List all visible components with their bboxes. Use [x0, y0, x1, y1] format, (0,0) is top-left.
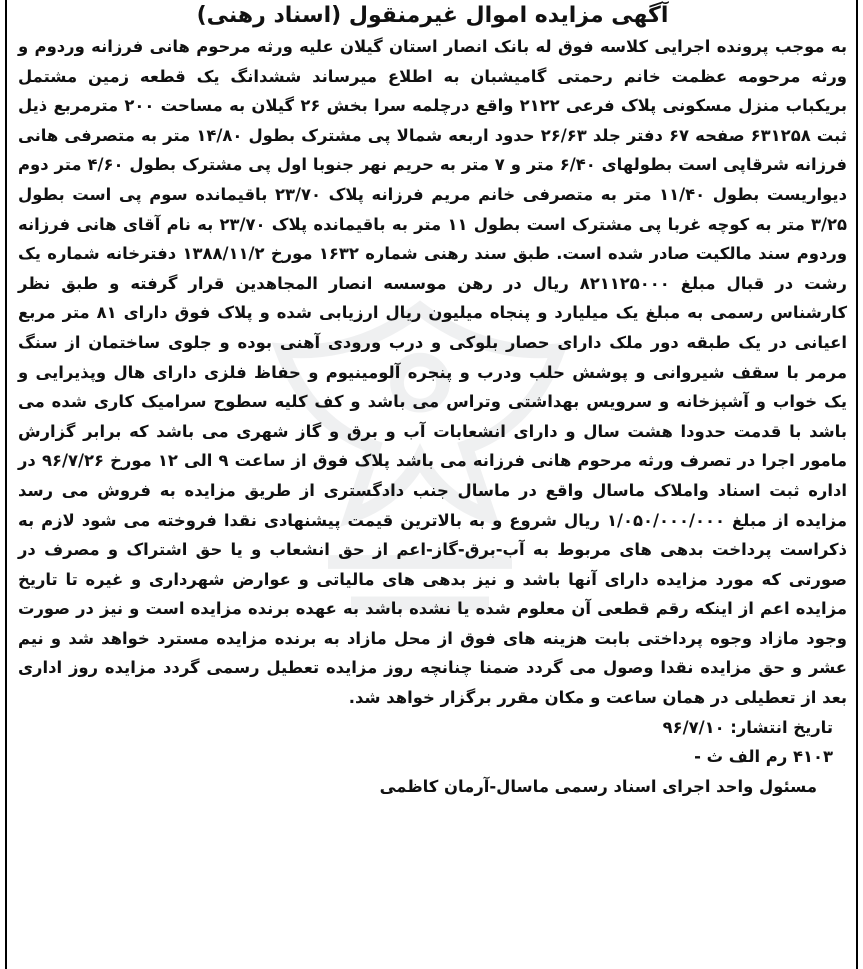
- signer-line: مسئول واحد اجرای اسناد رسمی ماسال-آرمان کاظمی: [379, 776, 817, 796]
- notice-footer: [18, 713, 847, 802]
- notice-content: [18, 2, 847, 801]
- left-border-rule: [5, 0, 7, 969]
- notice-title: آگهی مزایده اموال غیرمنقول (اسناد رهنی): [196, 3, 669, 28]
- reference-number: ۴۱۰۳ رم الف ث -: [694, 747, 833, 767]
- right-border-rule: [856, 0, 858, 969]
- publish-date: تاریخ انتشار: ۹۶/۷/۱۰: [662, 717, 833, 737]
- notice-body: به موجب پرونده اجرایی کلاسه فوق له بانک انصار استان گیلان علیه ورثه مرحوم هانی فرزانه وردوم و ورثه مرحومه عظمت خانم رحمتی گامیشبان به اطلاع میرساند ششدانگ یک قطعه زمین مشتمل بریکباب منزل مسکونی پلاک فرعی ۲۱۲۲ واقع درچلمه سرا بخش ۲۶ گیلان به مساحت ۲۰۰ مترمربع ذیل ثبت ۶۳۱۲۵۸ صفحه ۶۷ دفتر جلد ۲۶/۶۳ حدود اربعه شمالا پی مشترک بطول ۱۴/۸۰ متر به متصرفی هانی فرزانه شرقاپی است بطولهای ۶/۴۰ متر و ۷ متر به حریم نهر جنوبا اول پی مشترک بطول ۴/۶۰ متر دوم دیواریست بطول ۱۱/۴۰ متر به متصرفی خانم مریم فرزانه پلاک ۲۳/۷۰ باقیمانده سوم پی است بطول ۳/۲۵ متر به کوچه غربا پی مشترک است بطول ۱۱ متر به باقیمانده پلاک ۲۳/۷۰ به نام آقای هانی فرزانه وردوم سند مالکیت صادر شده است. طبق سند رهنی شماره ۱۶۳۲ مورخ ۱۳۸۸/۱۱/۲ دفترخانه شماره یک رشت در قبال مبلغ ۸۲۱۱۲۵۰۰۰ ریال در رهن موسسه انصار المجاهدین قرار گرفته و طبق نظر کارشناس رسمی به مبلغ یک میلیارد و پنجاه میلیون ریال ارزیابی شده و پلاک فوق دارای ۸۱ متر مربع اعیانی در یک طبقه دور ملک دارای حصار بلوکی و درب ورودی آهنی بوده و جلوی ساختمان از سنگ مرمر با سقف شیروانی و پوشش حلب ودرب و پنجره آلومینیوم و حفاظ فلزی دارای هال وپذیرایی و یک خواب و آشپزخانه و سرویس بهداشتی وتراس می باشد و کف کلیه سطوح سرامیک کاری شده می باشد با قدمت حدودا هشت سال و دارای انشعابات آب و برق و گاز شهری می باشد که برابر گزارش مامور اجرا در تصرف ورثه مرحوم هانی فرزانه می باشد پلاک فوق از ساعت ۹ الی ۱۲ مورخ ۹۶/۷/۲۶ در اداره ثبت اسناد واملاک ماسال واقع در ماسال جنب دادگستری از طریق مزایده به فروش می رسد مزایده از مبلغ ۱/۰۵۰/۰۰۰/۰۰۰ ریال شروع و به بالاترین قیمت پیشنهادی نقدا فروخته می شود لازم به ذکراست پرداخت بدهی های مربوط به آب-برق-گاز-اعم از حق انشعاب و یا حق اشتراک و مصرف در صورتی که مورد مزایده دارای آنها باشد و نیز بدهی های مالیاتی و عوارض شهرداری و غیره تا تاریخ مزایده اعم از اینکه رقم قطعی آن معلوم شده یا نشده باشد به عهده برنده مزایده است و نیز در صورت وجود مازاد وجوه پرداختی بابت هزینه های فوق از محل مازاد به برنده مزایده مسترد خواهد شد و نیم عشر و حق مزایده نقدا وصول می گردد ضمنا چنانچه روز مزایده تعطیل رسمی گردد مزایده روز اداری بعد از تعطیلی در همان ساعت و مکان مقرر برگزار خواهد شد.: [18, 37, 848, 708]
